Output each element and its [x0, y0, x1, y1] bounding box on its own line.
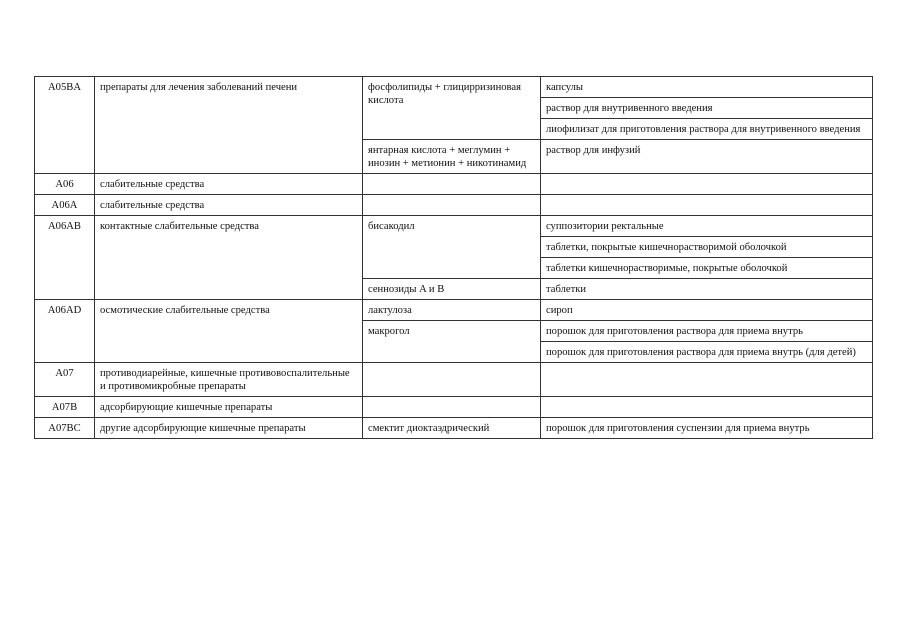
- group-name-cell: осмотические слабительные средства: [95, 300, 363, 363]
- drug-classification-table: [34, 76, 873, 439]
- group-name-cell: препараты для лечения заболеваний печени: [95, 77, 363, 174]
- drug-name-cell: [363, 195, 541, 216]
- dosage-form-cell: суппозитории ректальные: [541, 216, 873, 237]
- atc-code-cell: A07: [35, 363, 95, 397]
- table-row: [35, 77, 873, 98]
- atc-code-cell: A06AD: [35, 300, 95, 363]
- dosage-form-cell: сироп: [541, 300, 873, 321]
- group-name-cell: другие адсорбирующие кишечные препараты: [95, 418, 363, 439]
- atc-code-cell: A05BA: [35, 77, 95, 174]
- dosage-form-cell: таблетки, покрытые кишечнорастворимой оболочкой: [541, 237, 873, 258]
- drug-name-cell: бисакодил: [363, 216, 541, 279]
- dosage-form-cell: [541, 195, 873, 216]
- group-name-cell: контактные слабительные средства: [95, 216, 363, 300]
- dosage-form-cell: [541, 174, 873, 195]
- table-row: [35, 300, 873, 321]
- drug-name-cell: [363, 363, 541, 397]
- table-row: [35, 216, 873, 237]
- dosage-form-cell: лиофилизат для приготовления раствора для внутривенного введения: [541, 119, 873, 140]
- drug-name-cell: фосфолипиды + глицирризиновая кислота: [363, 77, 541, 140]
- drug-name-cell: сеннозиды A и B: [363, 279, 541, 300]
- dosage-form-cell: [541, 363, 873, 397]
- dosage-form-cell: раствор для инфузий: [541, 140, 873, 174]
- table-row: [35, 418, 873, 439]
- dosage-form-cell: капсулы: [541, 77, 873, 98]
- group-name-cell: слабительные средства: [95, 195, 363, 216]
- table-row: [35, 363, 873, 397]
- drug-name-cell: макрогол: [363, 321, 541, 363]
- drug-name-cell: [363, 397, 541, 418]
- group-name-cell: противодиарейные, кишечные противовоспалительные и противомикробные препараты: [95, 363, 363, 397]
- dosage-form-cell: раствор для внутривенного введения: [541, 98, 873, 119]
- group-name-cell: адсорбирующие кишечные препараты: [95, 397, 363, 418]
- drug-name-cell: [363, 174, 541, 195]
- atc-code-cell: A07BC: [35, 418, 95, 439]
- drug-name-cell: смектит диоктаэдрический: [363, 418, 541, 439]
- atc-code-cell: A06: [35, 174, 95, 195]
- dosage-form-cell: порошок для приготовления раствора для приема внутрь (для детей): [541, 342, 873, 363]
- dosage-form-cell: порошок для приготовления раствора для приема внутрь: [541, 321, 873, 342]
- table-row: [35, 397, 873, 418]
- dosage-form-cell: [541, 397, 873, 418]
- atc-code-cell: A07B: [35, 397, 95, 418]
- drug-name-cell: лактулоза: [363, 300, 541, 321]
- drug-name-cell: янтарная кислота + меглумин + инозин + метионин + никотинамид: [363, 140, 541, 174]
- dosage-form-cell: порошок для приготовления суспензии для приема внутрь: [541, 418, 873, 439]
- dosage-form-cell: таблетки кишечнорастворимые, покрытые оболочкой: [541, 258, 873, 279]
- table-row: [35, 195, 873, 216]
- table-row: [35, 174, 873, 195]
- dosage-form-cell: таблетки: [541, 279, 873, 300]
- atc-code-cell: A06AB: [35, 216, 95, 300]
- atc-code-cell: A06A: [35, 195, 95, 216]
- group-name-cell: слабительные средства: [95, 174, 363, 195]
